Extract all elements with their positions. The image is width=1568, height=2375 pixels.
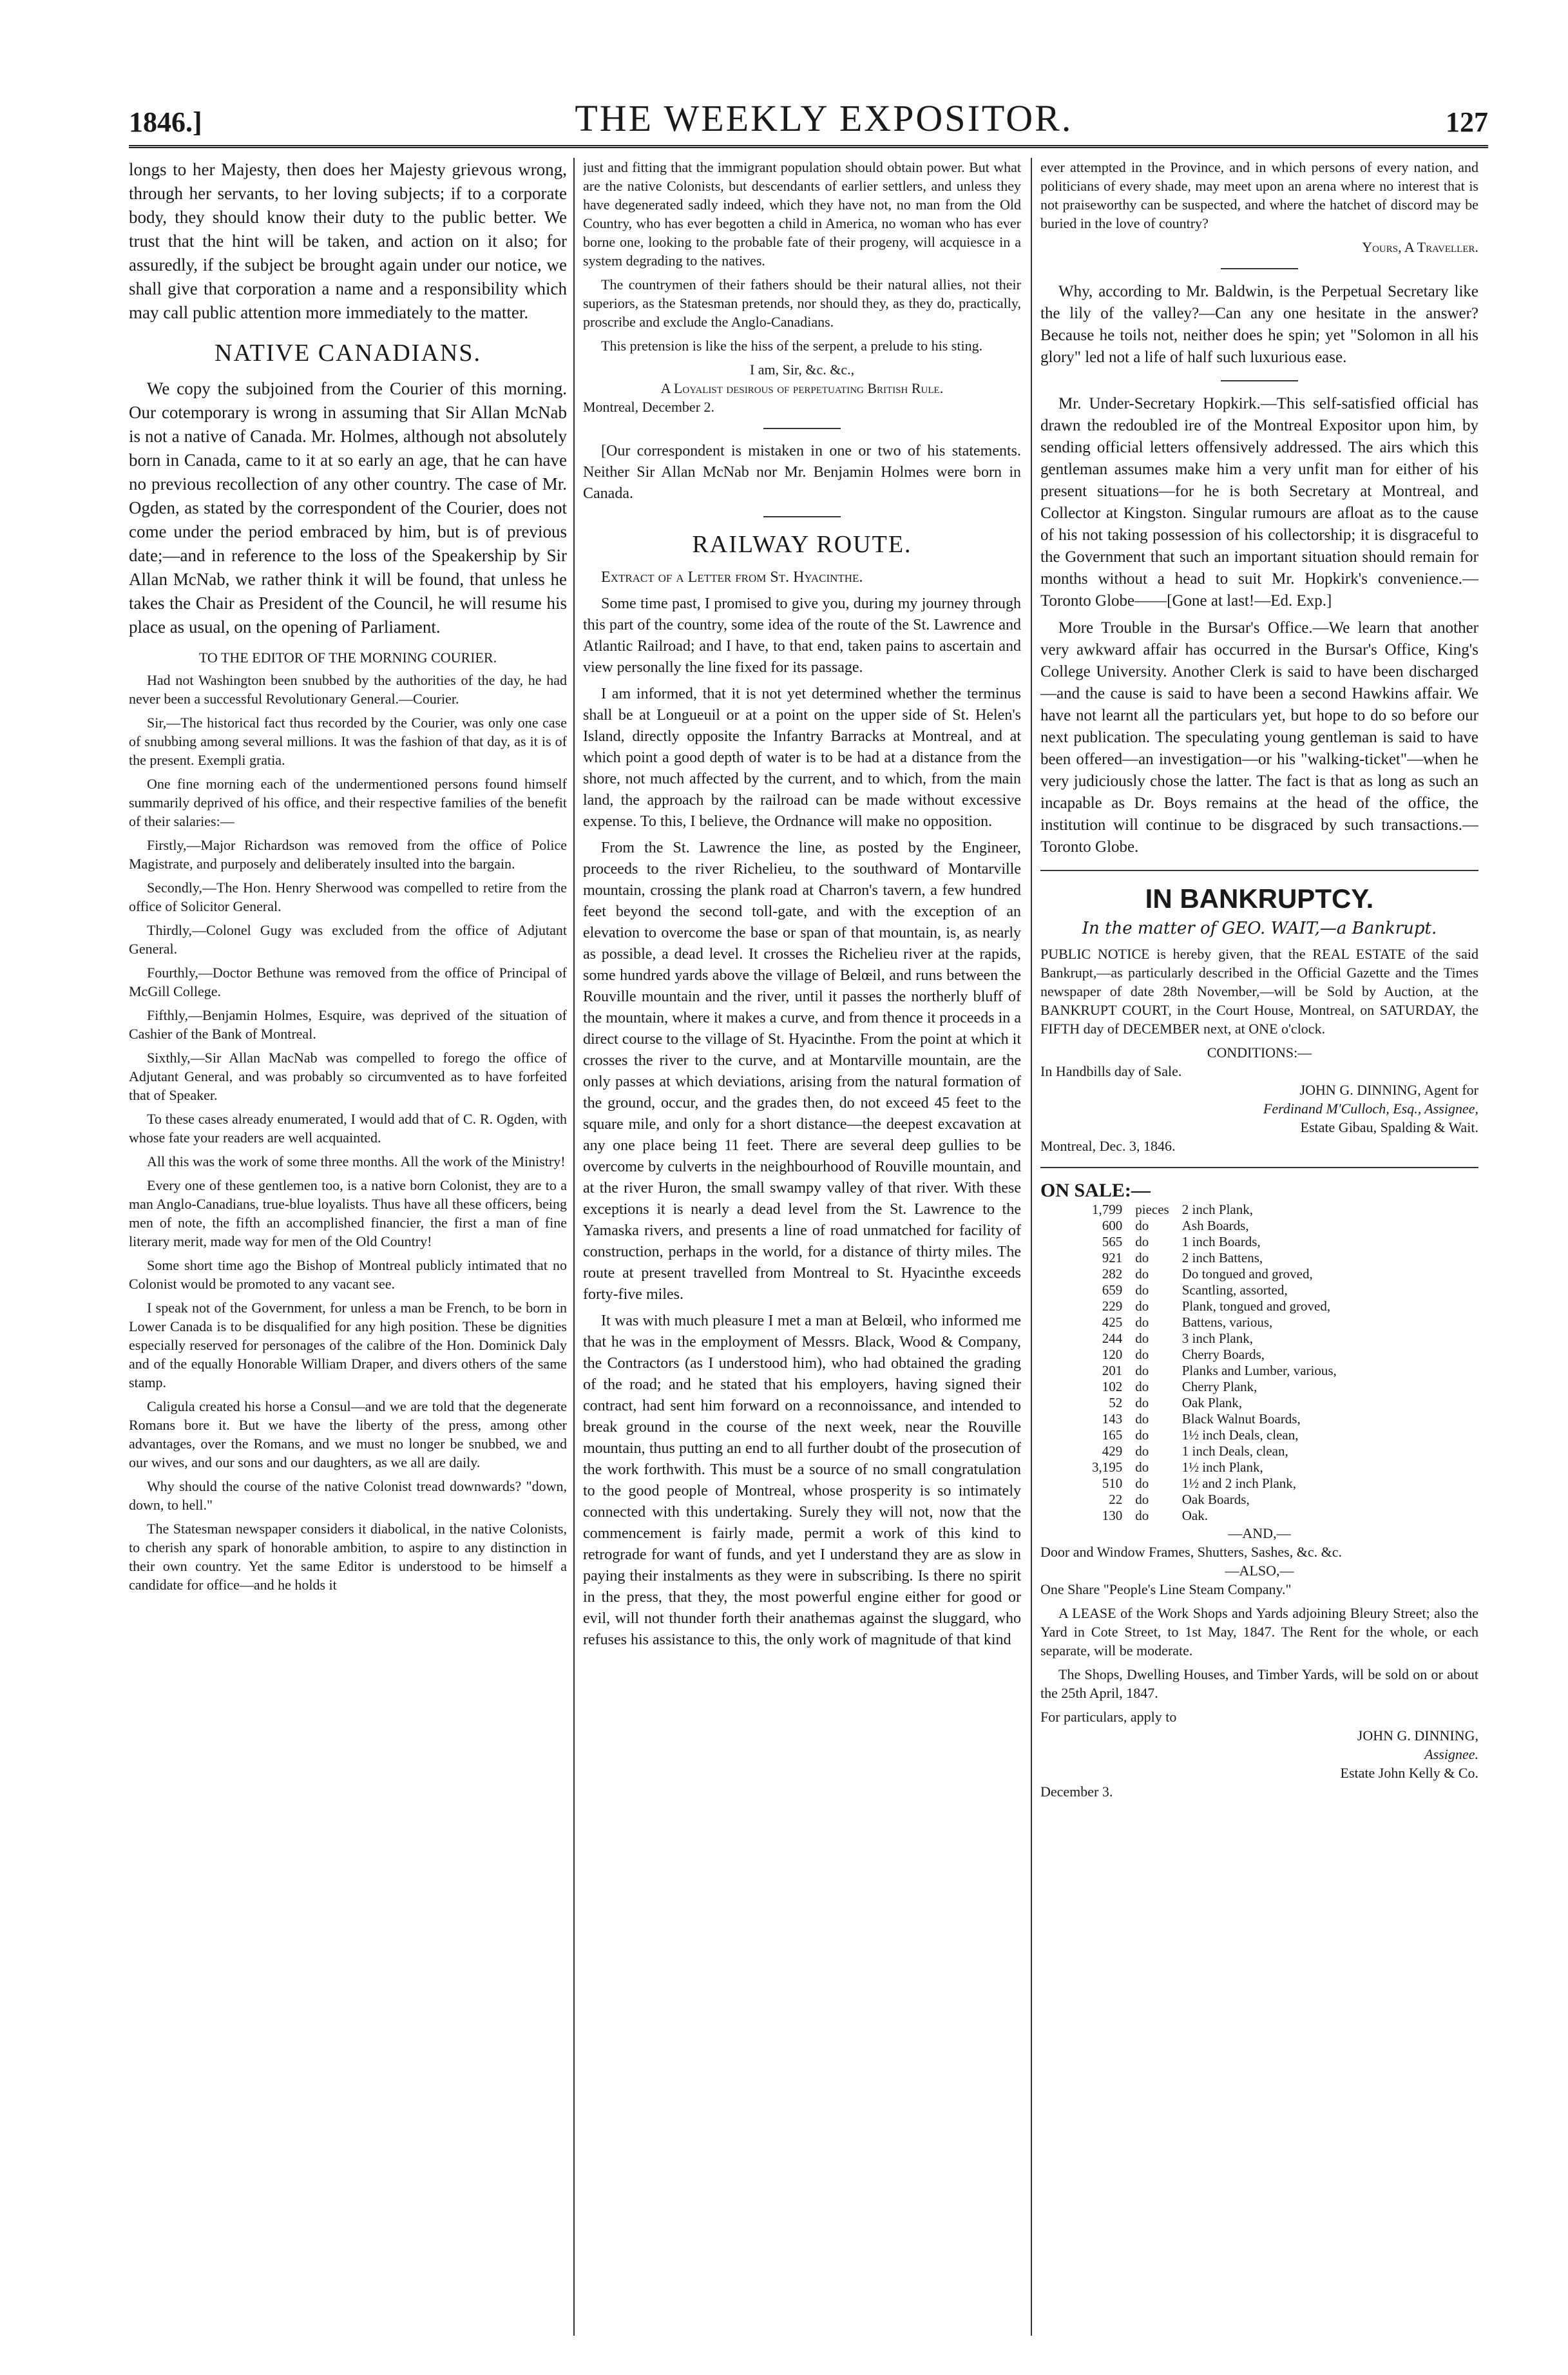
doors-line: Door and Window Frames, Shutters, Sashes, &c. &c. bbox=[1040, 1544, 1342, 1560]
article-paragraph: Fifthly,—Benjamin Holmes, Esquire, was deprived of the situation of Cashier of the Bank of Montreal. bbox=[129, 1007, 567, 1042]
article-paragraph: From the St. Lawrence the line, as posted by the Engineer, proceeds to the river Richelieu, to the southward of Montarville mountain, crossing the plank road at Charron's tavern, a few hundred feet beyond the second toll-gate, and with the exception of an elevation to overcome the base or span of that mountain, is, as nearly as possible, a dead level. It crosses the Richelieu river at the rapids, some hundred yards above the village of Belœil, and runs between the Rouville mountain and the river, until it passes the northerly bluff of the mountain, where it makes a curve, and from thence it proceeds in a direct course to the village of St. Hyacinthe. From the point at which it crosses the river to the curve, and at Montarville mountain, are the only passes at which deviations, arising from the natural formation of the ground, occur, and the grades then, do not exceed 45 feet to the square mile, and only for a short distance—the deepest excavation at any one place being 11 feet. There are several deep gullies to be overcome by culverts in the neighbourhood of Rouville mountain, and at the river Huron, the small swampy valley of that river. With these exceptions it is nearly a dead level from the St. Lawrence to the Yamaska rivers, and presents a line of road unmatched for facility of construction, perhaps in the world, for a distance of thirty miles. The route at present travelled from Montreal to St. Hyacinthe exceeds forty-five miles. bbox=[583, 840, 1021, 1303]
sale-item-ditto: do bbox=[1135, 1427, 1149, 1443]
sale-item-qty: 165 bbox=[1102, 1427, 1123, 1443]
advertisement-heading: IN BANKRUPTCY. bbox=[1145, 883, 1374, 914]
lease-line: A LEASE of the Work Shops and Yards adjoining Bleury Street; also the Yard in Cote Street, to 1st May, 1847. The Rent for the whole, or each separate, will be moderate. bbox=[1040, 1605, 1478, 1659]
sale-item-qty: 22 bbox=[1109, 1492, 1123, 1507]
article-paragraph: Firstly,—Major Richardson was removed from the office of Police Magistrate, and purposely and deliberately insulted into the bargain. bbox=[129, 837, 567, 872]
sale-item-ditto: do bbox=[1135, 1250, 1149, 1265]
article-paragraph: The Statesman newspaper considers it diabolical, in the native Colonists, to cherish any spark of honorable ambition, to aspire to any distinction in their own country. Yet the same Editor is understood to be himself a candidate for office—and he holds it bbox=[129, 1521, 567, 1593]
and-label: —AND,— bbox=[1228, 1525, 1291, 1541]
article-paragraph: This pretension is like the hiss of the serpent, a prelude to his sting. bbox=[601, 338, 983, 354]
article-paragraph: The countrymen of their fathers should be their natural allies, not their superiors, as the Statesman pretends, nor should they, as they do, practically, proscribe and exclude the Anglo-Canadians. bbox=[583, 276, 1021, 330]
sale-item-qty: 201 bbox=[1102, 1363, 1123, 1378]
article-paragraph: ever attempted in the Province, and in which persons of every nation, and politicians of every shade, may meet upon an arena where no interest that is not praiseworthy can be suspected, and where the hatchet of discord may be buried in the love of country? bbox=[1040, 159, 1478, 231]
dinning-name: JOHN G. DINNING, bbox=[1357, 1727, 1478, 1744]
sale-item-item: Ash Boards, bbox=[1181, 1218, 1249, 1233]
sale-item-qty: 244 bbox=[1102, 1331, 1123, 1346]
newspaper-title: THE WEEKLY EXPOSITOR. bbox=[575, 97, 1073, 139]
article-paragraph: Some short time ago the Bishop of Montreal publicly intimated that no Colonist would be promoted to any vacant see. bbox=[129, 1257, 567, 1292]
sale-item-row bbox=[1085, 1492, 1343, 1508]
sale-item-row bbox=[1085, 1427, 1343, 1443]
column-rule bbox=[1031, 158, 1032, 2336]
article-paragraph: To these cases already enumerated, I would add that of C. R. Ogden, with whose fate your readers are well acquainted. bbox=[129, 1111, 567, 1146]
sale-item-ditto: do bbox=[1135, 1266, 1149, 1282]
sale-item-item: Plank, tongued and groved, bbox=[1181, 1298, 1331, 1314]
sale-item-item: Battens, various, bbox=[1181, 1314, 1273, 1330]
sale-item-ditto: do bbox=[1135, 1443, 1149, 1459]
sale-item-item: 1½ and 2 inch Plank, bbox=[1181, 1476, 1297, 1491]
sale-item-item: Oak Boards, bbox=[1181, 1492, 1250, 1507]
sale-item-ditto: do bbox=[1135, 1411, 1149, 1427]
sale-item-row bbox=[1085, 1250, 1343, 1266]
sale-item-row bbox=[1085, 1363, 1343, 1379]
sale-item-ditto: do bbox=[1135, 1395, 1149, 1410]
sale-item-ditto: do bbox=[1135, 1282, 1149, 1298]
also-label: —ALSO,— bbox=[1225, 1562, 1294, 1579]
column-1 bbox=[129, 158, 567, 2336]
sale-item-qty: 1,799 bbox=[1092, 1202, 1123, 1217]
sale-item-row bbox=[1085, 1266, 1343, 1282]
page-number: 127 bbox=[1446, 106, 1488, 138]
separator-rule bbox=[763, 516, 841, 517]
sale-item-item: 3 inch Plank, bbox=[1181, 1331, 1253, 1346]
sale-item-item: 1 inch Boards, bbox=[1181, 1234, 1261, 1249]
article-paragraph: Mr. Under-Secretary Hopkirk.—This self-satisfied official has drawn the redoubled ire of the Montreal Expositor upon him, by sending official letters offensively addressed. The airs which this gentleman assumes make him a very unfit man for either of his present situations—for he is both Secretary at Montreal, and Collector at Kingston. Singular rumours are afloat as to the cause of his not taking possession of his collectorship; it is disgraceful to the Government that such an important situation should remain for months without a head to suit Mr. Hopkirk's convenience.—Toronto Globe——[Gone at last!—Ed. Exp.] bbox=[1040, 395, 1478, 610]
sale-item-item: Planks and Lumber, various, bbox=[1181, 1363, 1337, 1378]
sale-item-row bbox=[1085, 1459, 1343, 1476]
article-heading: RAILWAY ROUTE. bbox=[692, 531, 912, 558]
advertisement-date: Montreal, Dec. 3, 1846. bbox=[1040, 1138, 1176, 1154]
sale-item-qty: 52 bbox=[1109, 1395, 1123, 1410]
sale-item-item: Scantling, assorted, bbox=[1181, 1282, 1288, 1298]
estate-name: Estate Gibau, Spalding & Wait. bbox=[1300, 1119, 1478, 1135]
sale-item-item: Oak Plank, bbox=[1181, 1395, 1243, 1410]
advertisement-subheading: In the matter of GEO. WAIT,—a Bankrupt. bbox=[1082, 919, 1437, 938]
separator-rule bbox=[1221, 380, 1298, 381]
letter-signature: Yours, A Traveller. bbox=[1362, 239, 1478, 255]
column-3 bbox=[1040, 158, 1478, 2336]
sale-item-qty: 120 bbox=[1102, 1347, 1123, 1362]
sale-item-row bbox=[1085, 1508, 1343, 1524]
sale-item-qty: 921 bbox=[1102, 1250, 1123, 1265]
article-paragraph: It was with much pleasure I met a man at Belœil, who informed me that he was in the employment of Messrs. Black, Wood & Company, the Contractors (as I understood him), who had obtained the grading of the road; and he stated that his employers, having signed their contract, had sent him forward on a reconnoissance, and intended to break ground in the course of the next week, near the Rouville mountain, thus putting an end to all further doubt of the prosecution of the work forthwith. This must be a source of no small congratulation to the good people of Montreal, whose prosperity is so intimately connected with this undertaking. Surely they will not, now that the commencement is fairly made, permit a work of this kind to retrograde for want of funds, and yet I understand they are as slow in paying their instalments as they were in subscribing. Is there no spirit in the press, that they, the most powerful engine either for good or evil, will not thunder forth their anathemas against the sluggard, who refuses his assistance to this, the only work of magnitude of that kind bbox=[583, 1312, 1021, 1648]
sale-item-ditto: do bbox=[1135, 1508, 1149, 1523]
sale-item-item: 1 inch Deals, clean, bbox=[1181, 1443, 1288, 1459]
sale-item-row bbox=[1085, 1234, 1343, 1250]
editor-note: [Our correspondent is mistaken in one or two of his statements. Neither Sir Allan McNab nor Mr. Benjamin Holmes were born in Canada. bbox=[583, 443, 1021, 502]
sale-item-ditto: do bbox=[1135, 1234, 1149, 1249]
conditions-label: CONDITIONS:— bbox=[1207, 1044, 1312, 1061]
sale-item-qty: 229 bbox=[1102, 1298, 1123, 1314]
sale-item-qty: 282 bbox=[1102, 1266, 1123, 1282]
sale-item-row bbox=[1085, 1298, 1343, 1314]
sale-heading: ON SALE:— bbox=[1040, 1180, 1151, 1201]
sale-item-item: 2 inch Battens, bbox=[1181, 1250, 1263, 1265]
article-paragraph: Why should the course of the native Colonist tread downwards? "down, down, to hell." bbox=[129, 1478, 567, 1513]
sale-item-qty: 425 bbox=[1102, 1314, 1123, 1330]
sale-item-qty: 600 bbox=[1102, 1218, 1123, 1233]
sale-item-qty: 3,195 bbox=[1092, 1459, 1123, 1475]
separator-rule bbox=[1040, 870, 1478, 871]
sale-item-ditto: do bbox=[1135, 1331, 1149, 1346]
particulars-line: For particulars, apply to bbox=[1040, 1709, 1177, 1725]
sale-item-row bbox=[1085, 1443, 1343, 1459]
sale-items-table bbox=[1085, 1202, 1343, 1524]
sale-item-row bbox=[1085, 1202, 1343, 1218]
sale-item-ditto: do bbox=[1135, 1218, 1149, 1233]
article-paragraph: More Trouble in the Bursar's Office.—We learn that another very awkward affair has occurred in the Bursar's Office, King's College University. Another Clerk is said to have been discharged—and the cause is said to have been a second Hawkins affair. We have not learnt all the particulars yet, but hope to do so before our next publication. The speculating young gentleman is said to have been offered—an investigation—or his "walking-ticket"—when he very judiciously chose the latter. The fact is that as long as such an incapable as Dr. Boys remains at the head of the office, the institution will continue to be disgraced by such transactions.—Toronto Globe. bbox=[1040, 619, 1478, 856]
agent-name: JOHN G. DINNING, Agent for bbox=[1299, 1082, 1478, 1098]
sale-item-item: Do tongued and groved, bbox=[1181, 1266, 1313, 1282]
sale-item-row bbox=[1085, 1395, 1343, 1411]
article-paragraph: Sixthly,—Sir Allan MacNab was compelled to forego the office of Adjutant General, and was probably so circumvented as to have forfeited that of Speaker. bbox=[129, 1050, 567, 1103]
sale-item-qty: 143 bbox=[1102, 1411, 1123, 1427]
separator-rule bbox=[1221, 268, 1298, 269]
article-paragraph: Sir,—The historical fact thus recorded by the Courier, was only one case of snubbing among several millions. It was the fashion of that day, as it is of the present. Exempli gratia. bbox=[129, 715, 567, 768]
article-subheading: Extract of a Letter from St. Hyacinthe. bbox=[601, 569, 863, 586]
advertisement-body: PUBLIC NOTICE is hereby given, that the REAL ESTATE of the said Bankrupt,—as particularly described in the Official Gazette and the Times newspaper of date 28th November,—will be Sold by Auction, at the BANKRUPT COURT, in the Court House, Montreal, on SATURDAY, the FIFTH day of DECEMBER next, at ONE o'clock. bbox=[1040, 946, 1478, 1037]
sale-item-ditto: do bbox=[1135, 1459, 1149, 1475]
article-paragraph: I speak not of the Government, for unless a man be French, to be born in Lower Canada is to be disqualified for any high position. These be dignities especially reserved for personages of the calibre of the Hon. Dominick Daly and of the equally Honorable William Draper, and divers others of the same stamp. bbox=[129, 1300, 567, 1390]
article-paragraph: just and fitting that the immigrant population should obtain power. But what are the native Colonists, but descendants of earlier settlers, and unless they have degenerated sadly indeed, which they have not, no man from the Old Country, who has ever begotten a child in America, no woman who has ever borne one, looking to the probable fate of their progeny, will acquiesce in a system degrading to the natives. bbox=[583, 159, 1021, 269]
article-paragraph: Some time past, I promised to give you, during my journey through this part of the country, some idea of the route of the St. Lawrence and Atlantic Railroad; and I have, to that end, taken pains to ascertain and view personally the line fixed for its passage. bbox=[583, 595, 1021, 676]
sale-item-ditto: do bbox=[1135, 1492, 1149, 1507]
article-paragraph: Why, according to Mr. Baldwin, is the Perpetual Secretary like the lily of the valley?—Can any one hesitate in the answer? Because he toils not, neither does he spin; yet "Solomon in all his glory" led not a life of half such luxurious ease. bbox=[1040, 283, 1478, 366]
column-rule bbox=[573, 158, 575, 2336]
sale-item-row bbox=[1085, 1218, 1343, 1234]
issue-year: 1846.] bbox=[129, 106, 202, 138]
sale-item-row bbox=[1085, 1314, 1343, 1331]
article-paragraph: Thirdly,—Colonel Gugy was excluded from the office of Adjutant General. bbox=[129, 922, 567, 957]
sale-item-ditto: do bbox=[1135, 1314, 1149, 1330]
sale-item-qty: 510 bbox=[1102, 1476, 1123, 1491]
sale-item-row bbox=[1085, 1476, 1343, 1492]
letter-heading: TO THE EDITOR OF THE MORNING COURIER. bbox=[198, 649, 497, 666]
article-paragraph: Caligula created his horse a Consul—and we are told that the degenerate Romans bore it. But we have the liberty of the press, among other advantages, over the Romans, and we must no longer be snubbed, we and our wives, and our sons and our daughters, as we all are daily. bbox=[129, 1398, 567, 1470]
article-paragraph: Every one of these gentlemen too, is a native born Colonist, they are to a man Anglo-Canadians, true-blue loyalists. Thus have all these officers, being men of note, the fifth an accomplished financier, the first a man of fine literary merit, made way for men of the Old Country! bbox=[129, 1177, 567, 1249]
assignee-title: Assignee. bbox=[1424, 1746, 1478, 1762]
sale-item-qty: 565 bbox=[1102, 1234, 1123, 1249]
sale-item-row bbox=[1085, 1282, 1343, 1298]
sale-item-item: Cherry Boards, bbox=[1181, 1347, 1265, 1362]
sale-item-row bbox=[1085, 1331, 1343, 1347]
separator-rule bbox=[763, 428, 841, 429]
sale-item-item: 1½ inch Deals, clean, bbox=[1181, 1427, 1299, 1443]
sale-item-qty: 102 bbox=[1102, 1379, 1123, 1394]
separator-rule bbox=[1040, 1167, 1478, 1168]
sale-item-row bbox=[1085, 1379, 1343, 1395]
column-2 bbox=[583, 158, 1021, 2336]
article-paragraph: Fourthly,—Doctor Bethune was removed from the office of Principal of McGill College. bbox=[129, 965, 567, 999]
sale-item-ditto: pieces bbox=[1135, 1202, 1169, 1217]
article-heading: NATIVE CANADIANS. bbox=[215, 340, 481, 367]
share-line: One Share "People's Line Steam Company." bbox=[1040, 1581, 1292, 1597]
sale-item-ditto: do bbox=[1135, 1379, 1149, 1394]
sale-item-row bbox=[1085, 1347, 1343, 1363]
letter-signature: A Loyalist desirous of perpetuating British Rule. bbox=[660, 380, 944, 396]
article-paragraph: One fine morning each of the undermentioned persons found himself summarily deprived of his office, and their respective families of the benefit of their salaries:— bbox=[129, 776, 567, 829]
sale-item-ditto: do bbox=[1135, 1476, 1149, 1491]
sale-item-ditto: do bbox=[1135, 1298, 1149, 1314]
sale-item-item: 1½ inch Plank, bbox=[1181, 1459, 1263, 1475]
letter-dateline: Montreal, December 2. bbox=[583, 399, 715, 415]
masthead bbox=[129, 84, 1488, 148]
sale-item-qty: 429 bbox=[1102, 1443, 1123, 1459]
sale-item-ditto: do bbox=[1135, 1363, 1149, 1378]
sale-item-qty: 659 bbox=[1102, 1282, 1123, 1298]
handbills-note: In Handbills day of Sale. bbox=[1040, 1063, 1182, 1079]
sale-item-row bbox=[1085, 1411, 1343, 1427]
article-paragraph: We copy the subjoined from the Courier of this morning. Our cotemporary is wrong in assuming that Sir Allan McNab is not a native of Canada. Mr. Holmes, although not absolutely born in Canada, came to it at so early an age, that he can have no previous recollection of any other country. The case of Mr. Ogden, as stated by the correspondent of the Courier, does not come under the period embraced by him, but is of previous date;—and in reference to the loss of the Speakership by Sir Allan McNab, we rather think it will be found, that unless he takes the Chair as President of the Council, he will resume his place as usual, on the opening of Parliament. bbox=[129, 379, 567, 637]
article-paragraph: Secondly,—The Hon. Henry Sherwood was compelled to retire from the office of Solicitor General. bbox=[129, 880, 567, 914]
sale-item-qty: 130 bbox=[1102, 1508, 1123, 1523]
sale-item-item: Black Walnut Boards, bbox=[1181, 1411, 1301, 1427]
letter-signoff: I am, Sir, &c. &c., bbox=[749, 361, 855, 378]
sale-item-ditto: do bbox=[1135, 1347, 1149, 1362]
article-paragraph: I am informed, that it is not yet determined whether the terminus shall be at Longueuil or at a point on the upper side of St. Helen's Island, directly opposite the Infantry Barracks at Montreal, and at which point a good depth of water is to be had at a distance from the shore, not much affected by the current, and to which, from the main land, the approach by the railroad can be made without excessive expense. To this, I believe, the Ordnance will make no opposition. bbox=[583, 686, 1021, 830]
ad-date: December 3. bbox=[1040, 1784, 1113, 1800]
sale-item-item: Oak. bbox=[1181, 1508, 1208, 1523]
sold-line: The Shops, Dwelling Houses, and Timber Yards, will be sold on or about the 25th April, 1847. bbox=[1040, 1666, 1478, 1701]
estate-kelly: Estate John Kelly & Co. bbox=[1340, 1765, 1478, 1781]
sale-item-item: 2 inch Plank, bbox=[1181, 1202, 1253, 1217]
assignee-name: Ferdinand M'Culloch, Esq., Assignee, bbox=[1263, 1101, 1478, 1117]
article-paragraph: Had not Washington been snubbed by the authorities of the day, he had never been a successful Revolutionary General.—Courier. bbox=[129, 672, 567, 707]
sale-item-item: Cherry Plank, bbox=[1181, 1379, 1257, 1394]
article-paragraph: longs to her Majesty, then does her Majesty grievous wrong, through her servants, to her loving subjects; if to a corporate body, they should know their duty to the public better. We trust that the hint will be taken, and action on it also; for assuredly, if the subject be brought again under our notice, we shall give that corporation a name and a responsibility which may call public attention more immediately to the matter. bbox=[129, 160, 567, 322]
article-paragraph: All this was the work of some three months. All the work of the Ministry! bbox=[147, 1153, 566, 1169]
